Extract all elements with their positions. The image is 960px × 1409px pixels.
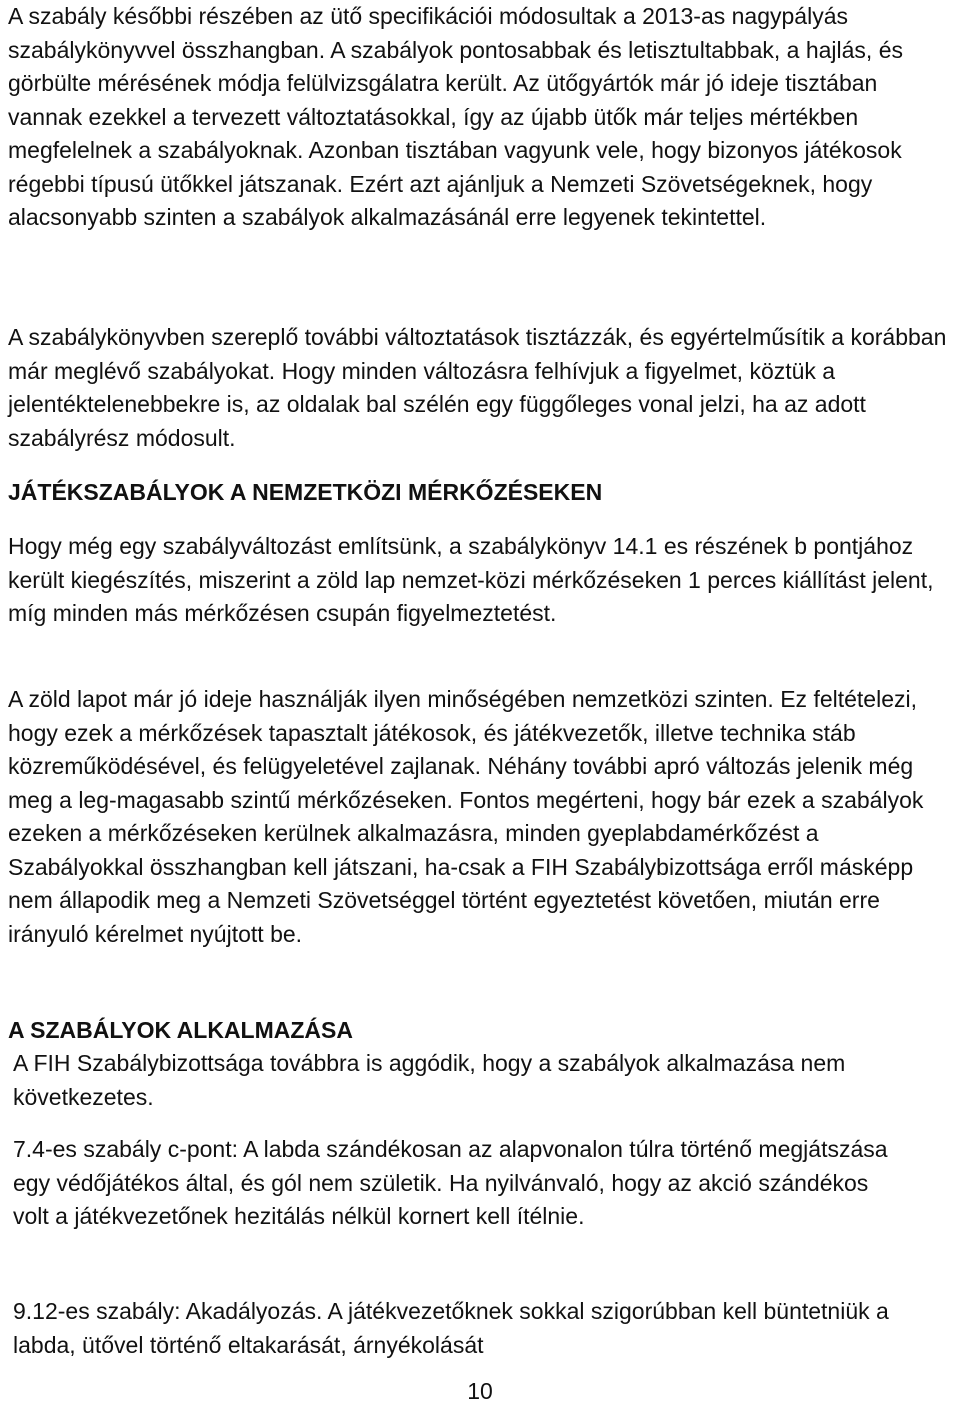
intro-paragraph-stick-specifications: A szabály későbbi részében az ütő specifikációi módosultak a 2013-as nagypályás szabálykönyvvel összhangban. A szabályok pontosabbak és letisztultabbak, a hajlás, és görbülte mérésének módja felülvizsgálatra került. Az ütőgyártók már jó ideje tisztában vannak ezekkel a tervezett változtatásokkal, így az újabb ütők már teljes mértékben megfelelnek a szabályoknak. Azonban tisztában vagyunk vele, hogy bizonyos játékosok régebbi típusú ütőkkel játszanak. Ezért azt ajánljuk a Nemzeti Szövetségeknek, hogy alacsonyabb szinten a szabályok alkalmazásánál erre legyenek tekintettel. (8, 3, 904, 230)
paragraph-green-card-usage: A zöld lapot már jó ideje használják ilyen minőségében nemzetközi szinten. Ez feltételezi, hogy ezek a mérkőzések tapasztalt játékosok, és játékvezetők, illetve technika stáb közreműködésével, és felügyeletével zajlanak. Néhány további apró változás jelenik még meg a leg-magasabb szintű mérkőzéseken. Fontos megérteni, hogy bár ezek a szabályok ezeken a mérkőzéseken kerülnek alkalmazásra, minden gyeplabdamérkőzést a Szabályokkal összhangban kell játszani, ha-csak a FIH Szabálybizottsága erről másképp nem állapodik meg a Nemzeti Szövetséggel történt egyeztetést követően, miután erre irányuló kérelmet nyújtott be. (8, 686, 924, 947)
paragraph-rule-committee-concern: A FIH Szabálybizottsága továbbra is aggódik, hogy a szabályok alkalmazása nem következetes. (13, 1050, 846, 1110)
heading-rule-application: A SZABÁLYOK ALKALMAZÁSA (8, 1017, 353, 1043)
intro-paragraph-rule-changes: A szabálykönyvben szereplő további változtatások tisztázzák, és egyértelműsítik a korábban már meglévő szabályokat. Hogy minden változásra felhívjuk a figyelmet, köztük a jelentéktelenebbekre is, az oldalak bal szélén egy függőleges vonal jelzi, ha az adott szabályrész módosult. (8, 324, 947, 451)
heading-international-matches: JÁTÉKSZABÁLYOK A NEMZETKÖZI MÉRKŐZÉSEKEN (8, 479, 603, 505)
page-number: 10 (467, 1378, 493, 1404)
paragraph-green-card-rule: Hogy még egy szabályváltozást említsünk, a szabálykönyv 14.1 es részének b pontjához került kiegészítés, miszerint a zöld lap nemzet-közi mérkőzéseken 1 perces kiállítást jelent, míg minden más mérkőzésen csupán figyelmeztetést. (8, 533, 934, 626)
paragraph-rule-7-4-c: 7.4-es szabály c-pont: A labda szándékosan az alapvonalon túlra történő megjátszása egy védőjátékos által, és gól nem születik. Ha nyilvánvaló, hogy az akció szándékos volt a játékvezetőnek hezitálás nélkül kornert kell ítélnie. (13, 1136, 888, 1229)
paragraph-rule-9-12: 9.12-es szabály: Akadályozás. A játékvezetőknek sokkal szigorúbban kell büntetniük a labda, ütővel történő eltakarását, árnyékolását (13, 1298, 889, 1358)
